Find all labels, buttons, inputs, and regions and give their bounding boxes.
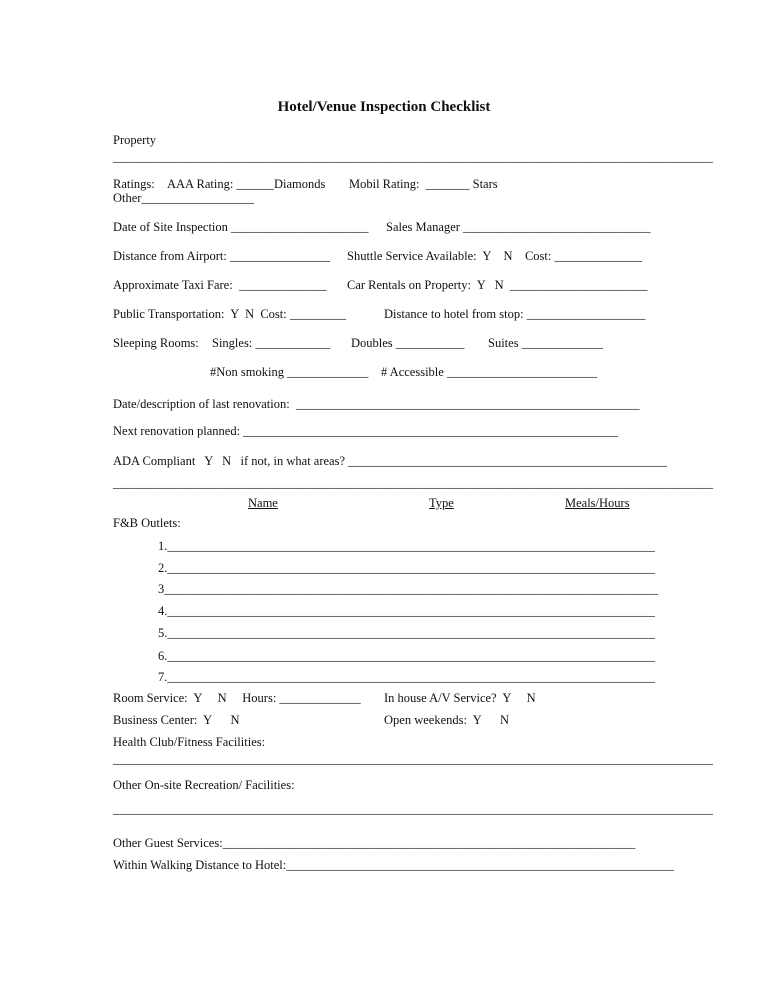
- stop-distance-field[interactable]: Distance to hotel from stop: ___________________: [384, 307, 646, 321]
- fb-outlet-6-field[interactable]: 6.______________________________________________________________________________: [158, 649, 655, 663]
- suites-field[interactable]: Suites _____________: [488, 336, 603, 350]
- doubles-field[interactable]: Doubles ___________: [351, 336, 465, 350]
- fb-outlet-2-field[interactable]: 2.______________________________________________________________________________: [158, 561, 655, 575]
- fb-outlet-3-field[interactable]: 3_______________________________________________________________________________: [158, 582, 658, 596]
- fb-header-meals-hours: Meals/Hours: [565, 496, 630, 510]
- sleeping-rooms-label: Sleeping Rooms:: [113, 336, 199, 350]
- health-club-label: Health Club/Fitness Facilities:: [113, 735, 266, 749]
- health-club-field[interactable]: ________________________________________________________________________________________________: [113, 752, 713, 766]
- open-weekends-field[interactable]: Open weekends: Y N: [384, 713, 510, 727]
- fb-outlet-4-field[interactable]: 4.______________________________________________________________________________: [158, 604, 655, 618]
- mobil-rating-field[interactable]: Mobil Rating: _______ Stars: [349, 177, 498, 191]
- airport-distance-field[interactable]: Distance from Airport: ________________: [113, 249, 330, 263]
- ada-compliant-field[interactable]: ADA Compliant Y N if not, in what areas? ___________________________________________________: [113, 454, 667, 468]
- aaa-rating-field[interactable]: AAA Rating: ______Diamonds: [167, 177, 326, 191]
- property-label: Property: [113, 133, 157, 147]
- sales-manager-field[interactable]: Sales Manager ______________________________: [386, 220, 651, 234]
- ratings-label: Ratings:: [113, 177, 155, 191]
- fb-outlet-5-field[interactable]: 5.______________________________________________________________________________: [158, 626, 655, 640]
- recreation-label: Other On-site Recreation/ Facilities:: [113, 778, 295, 792]
- fb-header-name: Name: [248, 496, 278, 510]
- business-center-field[interactable]: Business Center: Y N: [113, 713, 240, 727]
- other-rating-field[interactable]: Other__________________: [113, 191, 254, 205]
- fb-outlet-1-field[interactable]: 1.______________________________________________________________________________: [158, 539, 655, 553]
- fb-outlet-7-field[interactable]: 7.______________________________________________________________________________: [158, 670, 655, 684]
- car-rentals-field[interactable]: Car Rentals on Property: Y N ______________________: [347, 278, 648, 292]
- guest-services-field[interactable]: Other Guest Services:__________________________________________________________________: [113, 836, 636, 850]
- page-title: Hotel/Venue Inspection Checklist: [277, 99, 491, 115]
- fb-outlets-label: F&B Outlets:: [113, 516, 181, 530]
- public-transport-field[interactable]: Public Transportation: Y N Cost: _________: [113, 307, 347, 321]
- shuttle-service-field[interactable]: Shuttle Service Available: Y N Cost: ______________: [347, 249, 642, 263]
- av-service-field[interactable]: In house A/V Service? Y N: [384, 691, 536, 705]
- non-smoking-field[interactable]: #Non smoking _____________: [210, 365, 369, 379]
- fb-header-type: Type: [429, 496, 454, 510]
- site-inspection-date-field[interactable]: Date of Site Inspection ______________________: [113, 220, 369, 234]
- taxi-fare-field[interactable]: Approximate Taxi Fare: ______________: [113, 278, 327, 292]
- property-field[interactable]: ________________________________________________________________________________________________: [113, 150, 713, 164]
- last-renovation-field[interactable]: Date/description of last renovation: _______________________________________________________: [113, 397, 640, 411]
- singles-field[interactable]: Singles: ____________: [212, 336, 331, 350]
- room-service-field[interactable]: Room Service: Y N Hours: _____________: [113, 691, 361, 705]
- next-renovation-field[interactable]: Next renovation planned: ____________________________________________________________: [113, 424, 619, 438]
- recreation-field[interactable]: ________________________________________________________________________________________________: [113, 802, 713, 816]
- ada-line[interactable]: ________________________________________________________________________________________________: [113, 476, 713, 490]
- walking-distance-field[interactable]: Within Walking Distance to Hotel:______________________________________________________________: [113, 858, 674, 872]
- accessible-field[interactable]: # Accessible ________________________: [381, 365, 597, 379]
